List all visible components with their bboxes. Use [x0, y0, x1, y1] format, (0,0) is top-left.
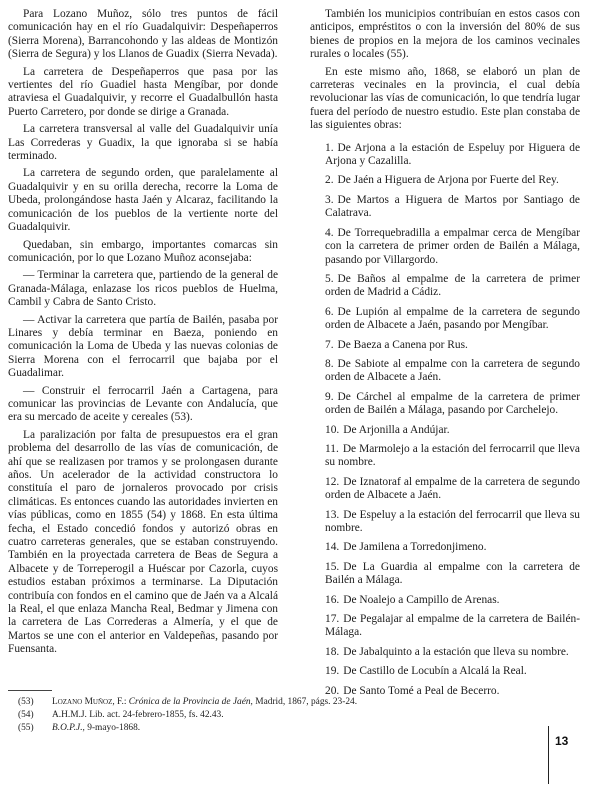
- footnote-author: Lozano Muñoz, F.:: [52, 697, 127, 707]
- footnote: [18, 696, 438, 709]
- footnote-ref: (55): [18, 723, 34, 734]
- list-item: [310, 273, 580, 300]
- footnote-text: 9-mayo-1868.: [84, 723, 141, 734]
- list-item-number: 10.: [325, 423, 340, 436]
- footnotes: [18, 696, 438, 736]
- list-item-number: 14.: [325, 541, 340, 554]
- list-item: [310, 424, 580, 437]
- list-item-text: De Baeza a Canena por Rus.: [337, 338, 468, 351]
- list-item-text: De Sabiote al empalme con la carretera de segundo orden de Albacete a Jaén.: [325, 357, 580, 384]
- list-item-number: 19.: [325, 665, 340, 678]
- left-column: [8, 8, 278, 661]
- road-plan-list: [310, 142, 580, 698]
- list-item: [310, 174, 580, 187]
- list-item: [310, 391, 580, 418]
- footnote-title: B.O.P.J.,: [52, 723, 85, 734]
- list-item: [310, 194, 580, 221]
- list-item-text: De Castillo de Locubín a Alcalá la Real.: [343, 665, 527, 678]
- paragraph: La carretera de segundo orden, que paralelamente al Guadalquivir y en su orilla derecha, recorre la Loma de Ubeda, prolongándose hasta Jaén y Alcaraz, facilitando la comunicación de los pueblos de la vertiente norte del Guadalquivir.: [8, 167, 278, 234]
- list-item-number: 11.: [325, 442, 339, 455]
- list-item-number: 9.: [325, 390, 334, 403]
- list-item: [310, 443, 580, 470]
- list-item: [310, 227, 580, 267]
- list-item-number: 3.: [325, 193, 334, 206]
- footnote-text: Madrid, 1867, págs. 23-24.: [252, 697, 358, 707]
- list-item-text: De La Guardia al empalme con la carretera de Bailén a Málaga.: [325, 560, 580, 587]
- paragraph: La paralización por falta de presupuestos era el gran problema del desarrollo de las vías de comunicación, de ahí que se realizasen por tramos y se prolongasen durante años. Un acelerador de la actividad constructora lo constituía el paro de jornaleros provocado por crisis climáticas. Es entonces cuando las autoridades invierten en vías públicas, como en 1855 (54) y 1868. En esta última fecha, el Estado concedió fondos y autorizó obras en cuatro carreteras generales, que se estaban construyendo. También en la proyectada carretera de Beas de Segura a Albacete y de Torreperogil a Huéscar por Cazorla, cuyos estudios estaban próximos a terminarse. La Diputación contribuía con fondos en el camino que de Jaén va a Alcalá la Real, el que enlaza Mancha Real, Bedmar y Jimena con la carretera de Las Correderas a Almería, y el que de Martos se une con el anterior en Valdepeñas, pasando por Fuensanta.: [8, 428, 278, 656]
- list-item-number: 8.: [325, 357, 334, 370]
- list-item-number: 18.: [325, 645, 340, 658]
- paragraph: — Construir el ferrocarril Jaén a Cartagena, para comunicar las provincias de Levante con Andalucía, que era su mercado de aceite y cereales (53).: [8, 384, 278, 424]
- list-item: [310, 339, 580, 352]
- list-item-text: De Jabalquinto a la estación que lleva su nombre.: [343, 645, 569, 658]
- footnote-text: A.H.M.J. Lib. act. 24-febrero-1855, fs. 42.43.: [52, 710, 224, 721]
- paragraph: — Terminar la carretera que, partiendo de la general de Granada-Málaga, enlazase los ricos pueblos de Huelma, Cambil y Cabra de Santo Cristo.: [8, 269, 278, 309]
- list-item: [310, 509, 580, 536]
- paragraph: También los municipios contribuían en estos casos con anticipos, empréstitos o con la inversión del 80% de sus bienes de propios en la mejora de los caminos vecinales rurales o locales (55).: [310, 8, 580, 61]
- paragraph: — Activar la carretera que partía de Bailén, pasaba por Linares y debía terminar en Baeza, poniendo en comunicación la Loma de Ubeda y las nuevas colonias de Sierra Morena con el ferrocarril que bajaba por el Guadalimar.: [8, 313, 278, 380]
- paragraph: La carretera transversal al valle del Guadalquivir unía Las Correderas y Guadix, la que ignoraba si se había terminado.: [8, 123, 278, 163]
- paragraph: En este mismo año, 1868, se elaboró un plan de carreteras vecinales en la provincia, el cual debía revolucionar las vías de comunicación, lo que tendría lugar fuera del período de nuestro estudio. Este plan constaba de las siguientes obras:: [310, 65, 580, 132]
- list-item-text: De Pegalajar al empalme de la carretera de Bailén-Málaga.: [325, 613, 580, 639]
- list-item-number: 20.: [325, 684, 340, 697]
- list-item-text: De Martos a Higuera de Martos por Santiago de Calatrava.: [325, 193, 580, 220]
- list-item-text: De Marmolejo a la estación del ferrocarril que lleva su nombre.: [325, 442, 580, 469]
- list-item-number: 2.: [325, 174, 334, 187]
- list-item-text: De Jaén a Higuera de Arjona por Fuerte del Rey.: [337, 174, 559, 187]
- list-item: [310, 358, 580, 385]
- list-item: [310, 665, 580, 678]
- list-item: [310, 142, 580, 169]
- list-item-text: De Jamilena a Torredonjimeno.: [343, 541, 487, 554]
- list-item-text: De Cárchel al empalme de la carretera de primer orden de Bailén a Málaga, pasando por Carchelejo.: [325, 390, 580, 417]
- list-item: [310, 561, 580, 588]
- paragraph: Quedaban, sin embargo, importantes comarcas sin comunicación, por lo que Lozano Muñoz aconsejaba:: [8, 238, 278, 264]
- footnote: [18, 709, 438, 722]
- list-item-text: De Arjonilla a Andújar.: [343, 423, 450, 436]
- footnote-ref: (54): [18, 710, 34, 721]
- list-item-text: De Baños al empalme de la carretera de primer orden de Madrid a Cádiz.: [325, 272, 580, 299]
- list-item: [310, 594, 580, 607]
- list-item-number: 12.: [325, 475, 340, 488]
- list-item: [310, 646, 580, 659]
- list-item-text: De Lupión al empalme de la carretera de segundo orden de Albacete a Jaén, pasando por Mengíbar.: [325, 305, 580, 332]
- list-item-number: 7.: [325, 338, 334, 351]
- list-item-number: 13.: [325, 508, 340, 521]
- list-item-text: De Torrequebradilla a empalmar cerca de Mengíbar con la carretera de primer orden de Bailén a Málaga, pasando por Villargordo.: [325, 226, 580, 266]
- list-item-text: De Espeluy a la estación del ferrocarril que lleva su nombre.: [325, 508, 580, 534]
- list-item-text: De Arjona a la estación de Espeluy por Higuera de Arjona y Cazalilla.: [325, 141, 580, 168]
- list-item-number: 6.: [325, 305, 334, 318]
- right-column: [310, 8, 580, 704]
- list-item-number: 5.: [325, 272, 334, 285]
- list-item: [310, 476, 580, 503]
- list-item-number: 4.: [325, 226, 334, 239]
- list-item: [310, 306, 580, 333]
- footnote: [18, 722, 438, 735]
- footnote-title: Crónica de la Provincia de Jaén,: [128, 697, 253, 707]
- list-item: [310, 613, 580, 640]
- footnote-separator: [8, 690, 52, 691]
- list-item-text: De Iznatoraf al empalme de la carretera de segundo orden de Albacete a Jaén.: [325, 475, 580, 502]
- list-item-number: 1.: [325, 141, 334, 154]
- page-number-rule: [548, 726, 549, 784]
- page-number: 13: [555, 734, 569, 748]
- list-item: [310, 541, 580, 554]
- paragraph: La carretera de Despeñaperros que pasa por las vertientes del río Guadiel hasta Mengíbar, por donde atraviesa el Guadalquivir, y recorre el Guadalbullón hasta Puerto Carretero, por donde se dirige a Granada.: [8, 65, 278, 118]
- list-item-text: De Santo Tomé a Peal de Becerro.: [343, 684, 500, 697]
- list-item-number: 17.: [325, 613, 340, 626]
- list-item-text: De Noalejo a Campillo de Arenas.: [343, 593, 500, 606]
- list-item-number: 16.: [325, 593, 340, 606]
- footnote-ref: (53): [18, 697, 34, 707]
- paragraph: Para Lozano Muñoz, sólo tres puntos de fácil comunicación hay en el río Guadalquivir: Despeñaperros (Sierra Morena), Barrancohondo y las aldeas de Montizón (Sierra de Segura) y los Llanos de Guadix (Sierra Nevada).: [8, 8, 278, 61]
- list-item-number: 15.: [325, 560, 340, 573]
